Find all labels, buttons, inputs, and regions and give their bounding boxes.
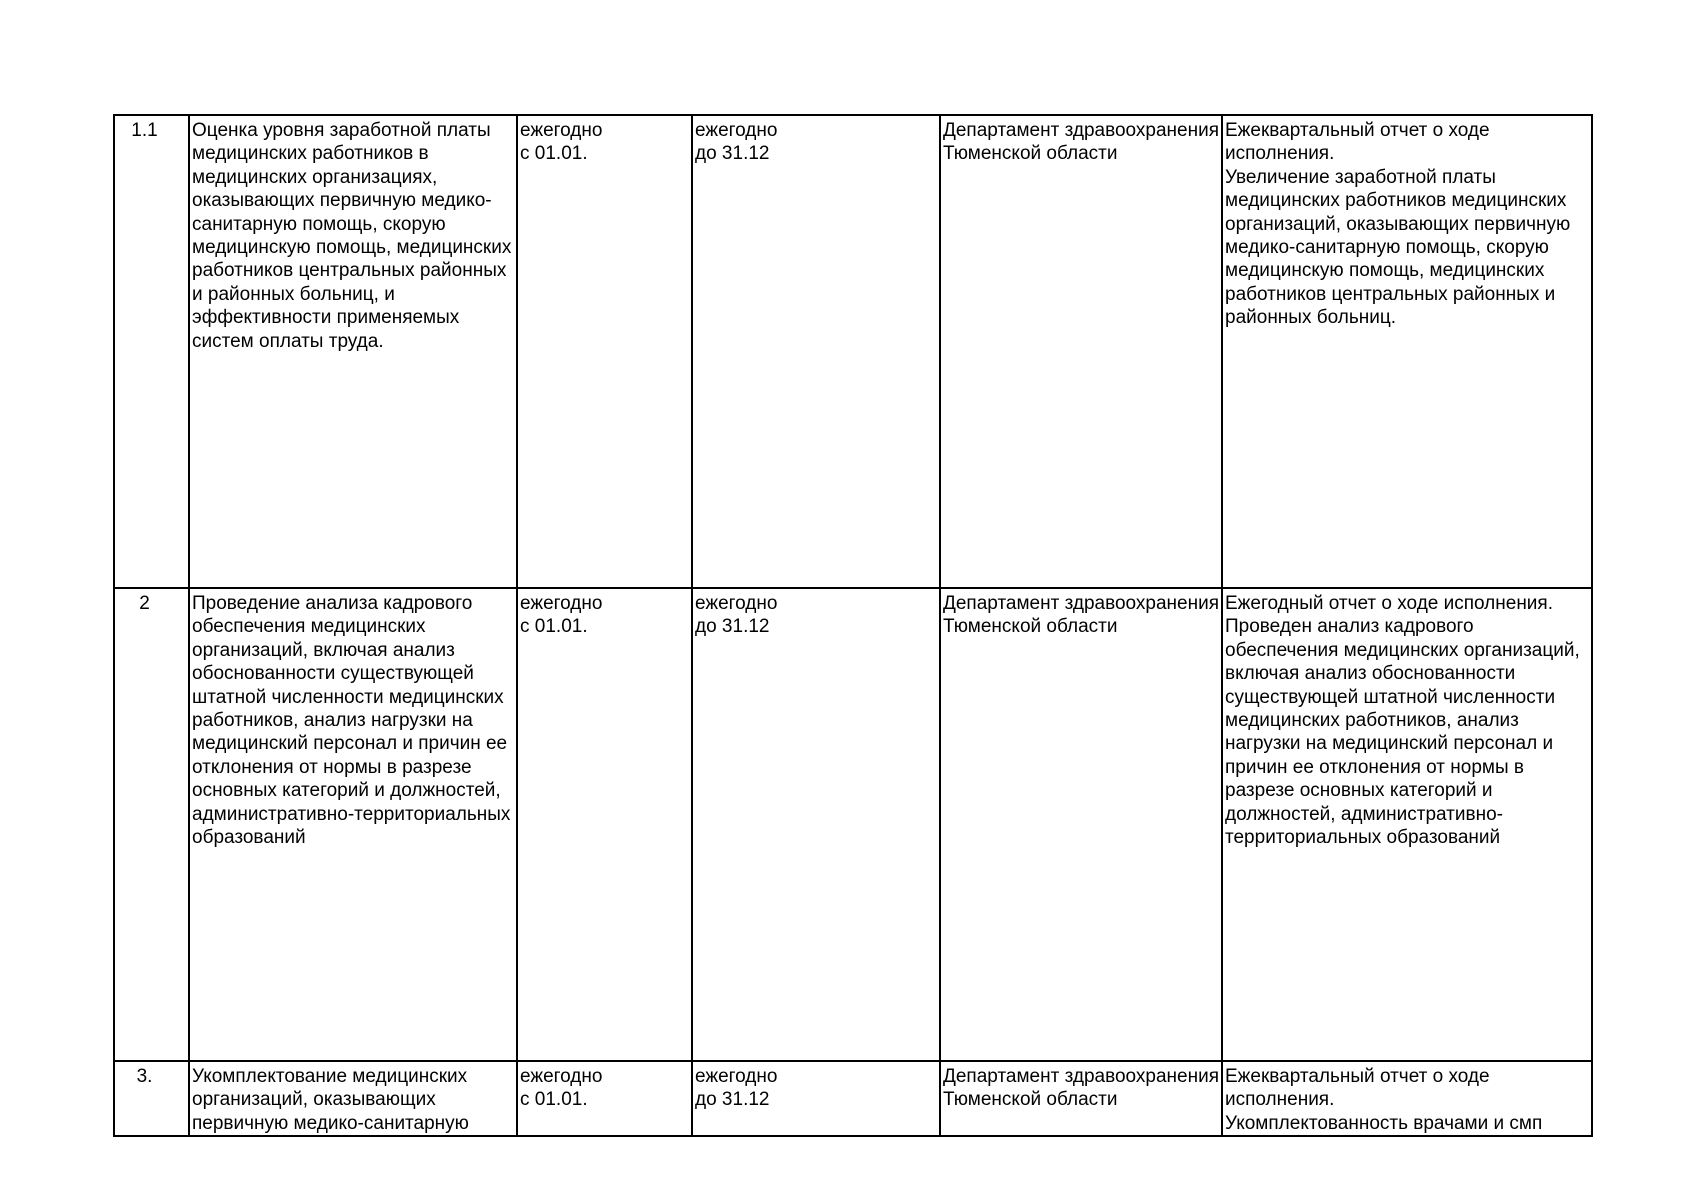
responsible-cell: Департамент здравоохранения Тюменской области xyxy=(940,1061,1222,1136)
end-date-label: ежегодно xyxy=(695,1066,778,1087)
row-number: 1.1 xyxy=(114,115,189,588)
table-row xyxy=(114,115,1592,588)
result-text: Ежеквартальный отчет о ходе исполнения. Увеличение заработной платы медицинских работников медицинских организаций, оказывающих первичную медико-санитарную помощь, скорую медицинскую помощь, медицинских работников центральных районных и районных больниц. xyxy=(1225,120,1571,329)
result-text: Ежеквартальный отчет о ходе исполнения. Укомплектованность врачами и смп xyxy=(1225,1066,1543,1134)
end-date-label: ежегодно xyxy=(695,120,778,141)
end-date-cell xyxy=(692,588,940,1061)
start-date-value: с 01.01. xyxy=(520,616,588,638)
end-date-value: до 31.12 xyxy=(695,616,770,638)
end-date-value: до 31.12 xyxy=(695,143,770,165)
activity-cell: Оценка уровня заработной платы медицинских работников в медицинских организациях, оказывающих первичную медико-санитарную помощь, скорую медицинскую помощь, медицинских работников центральных районных и районных больниц, и эффективности применяемых систем оплаты труда. xyxy=(189,115,517,588)
start-date-cell xyxy=(517,115,692,588)
activity-cell: Проведение анализа кадрового обеспечения медицинских организаций, включая анализ обоснованности существующей штатной численности медицинских работников, анализ нагрузки на медицинский персонал и причин ее отклонения от нормы в разрезе основных категорий и должностей, административно-территориальных образований xyxy=(189,588,517,1061)
end-date-cell xyxy=(692,1061,940,1136)
end-date-value: до 31.12 xyxy=(695,1089,770,1111)
table-row xyxy=(114,588,1592,1061)
responsible-cell: Департамент здравоохранения Тюменской области xyxy=(940,588,1222,1061)
end-date-label: ежегодно xyxy=(695,593,778,614)
result-cell xyxy=(1222,115,1592,588)
start-date-label: ежегодно xyxy=(520,593,603,614)
start-date-label: ежегодно xyxy=(520,1066,603,1087)
start-date-value: с 01.01. xyxy=(520,1089,588,1111)
end-date-cell xyxy=(692,115,940,588)
table-row xyxy=(114,1061,1592,1136)
start-date-value: с 01.01. xyxy=(520,143,588,165)
responsible-cell: Департамент здравоохранения Тюменской области xyxy=(940,115,1222,588)
result-cell xyxy=(1222,1061,1592,1136)
plan-table xyxy=(113,114,1593,1137)
start-date-label: ежегодно xyxy=(520,120,603,141)
activity-cell: Укомплектование медицинских организаций, оказывающих первичную медико-санитарную xyxy=(189,1061,517,1136)
result-cell xyxy=(1222,588,1592,1061)
start-date-cell xyxy=(517,1061,692,1136)
result-text: Ежегодный отчет о ходе исполнения. Проведен анализ кадрового обеспечения медицинских организаций, включая анализ обоснованности существующей штатной численности медицинских работников, анализ нагрузки на медицинский персонал и причин ее отклонения от нормы в разрезе основных категорий и должностей, административно-территориальных образований xyxy=(1225,593,1580,849)
row-number: 2 xyxy=(114,588,189,1061)
row-number: 3. xyxy=(114,1061,189,1136)
start-date-cell xyxy=(517,588,692,1061)
